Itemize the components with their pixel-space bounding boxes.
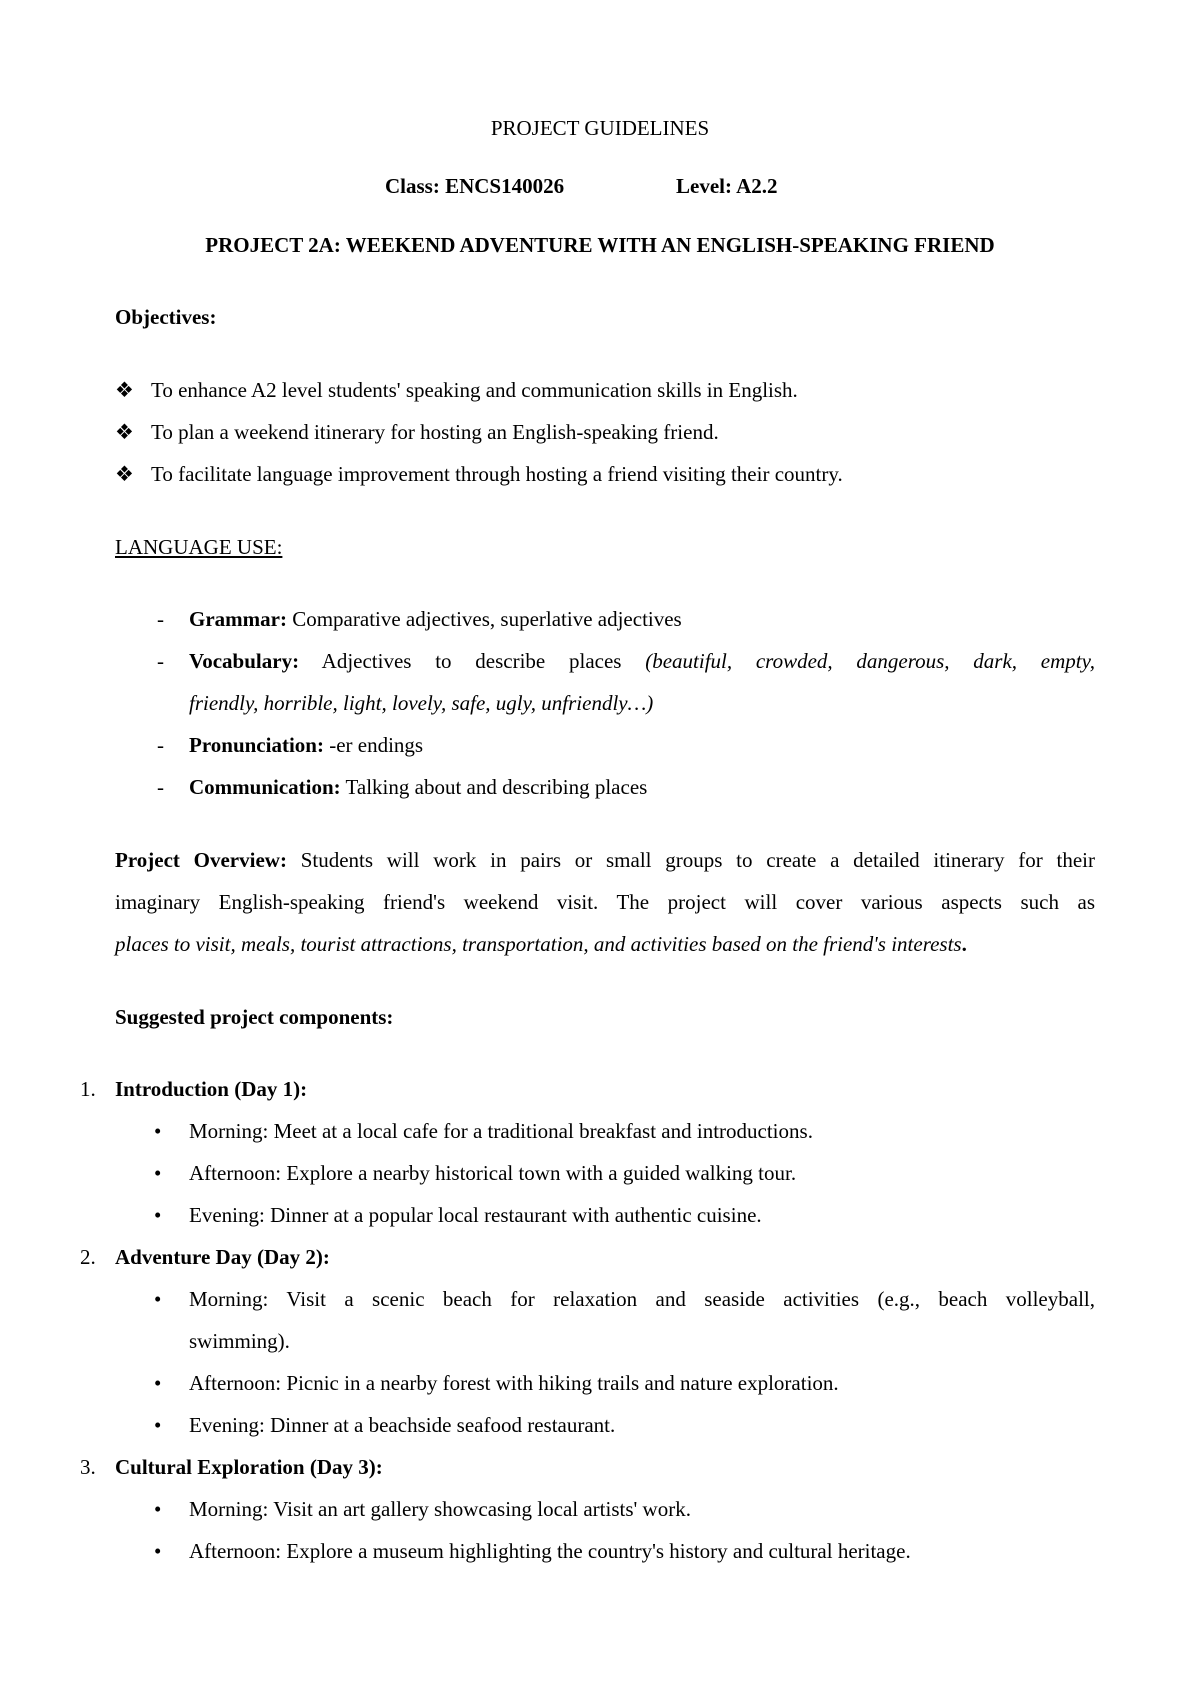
dash-bullet: - <box>157 649 164 673</box>
overview-label: Project Overview: <box>115 848 287 872</box>
activity-item-continued: swimming). <box>189 1329 290 1353</box>
activity-item: Evening: Dinner at a popular local restaurant with authentic cuisine. <box>189 1203 762 1227</box>
components-heading: Suggested project components: <box>115 1005 394 1029</box>
overview-line-2: imaginary English-speaking friend's weekend visit. The project will cover various aspects such as <box>115 890 1095 914</box>
objectives-heading: Objectives: <box>115 305 217 329</box>
overview-aspects: places to visit, meals, tourist attractions, transportation, and activities based on the friend's interests <box>115 932 962 956</box>
dash-bullet: - <box>157 607 164 631</box>
day-number: 3. <box>80 1455 96 1479</box>
activity-item: Afternoon: Explore a nearby historical town with a guided walking tour. <box>189 1161 797 1185</box>
level-label: Level: A2.2 <box>676 174 778 198</box>
project-title: PROJECT 2A: WEEKEND ADVENTURE WITH AN ENGLISH-SPEAKING FRIEND <box>205 233 995 257</box>
vocabulary-label: Vocabulary: <box>189 649 300 673</box>
dash-bullet: - <box>157 775 164 799</box>
grammar-label: Grammar: <box>189 607 287 631</box>
objective-bullet-icon: ❖ <box>115 420 134 444</box>
day-number: 2. <box>80 1245 96 1269</box>
vocabulary-item <box>189 651 1095 672</box>
overview-line-1 <box>115 850 1095 871</box>
activity-item: Evening: Dinner at a beachside seafood restaurant. <box>189 1413 616 1437</box>
grammar-item <box>189 609 682 630</box>
objective-bullet-icon: ❖ <box>115 378 134 402</box>
objective-item: To facilitate language improvement through hosting a friend visiting their country. <box>151 462 843 486</box>
activity-item: Morning: Visit a scenic beach for relaxation and seaside activities (e.g., beach volleyball, <box>189 1287 1095 1311</box>
bullet-icon: • <box>154 1203 162 1227</box>
grammar-text: Comparative adjectives, superlative adjectives <box>286 607 682 631</box>
objective-bullet-icon: ❖ <box>115 462 134 486</box>
day-title: Cultural Exploration (Day 3): <box>115 1455 383 1479</box>
bullet-icon: • <box>154 1119 162 1143</box>
class-label: Class: ENCS140026 <box>385 174 565 198</box>
day-number: 1. <box>80 1077 96 1101</box>
activity-item: Afternoon: Explore a museum highlighting the country's history and cultural heritage. <box>189 1539 911 1563</box>
pronunciation-item <box>189 735 423 756</box>
bullet-icon: • <box>154 1161 162 1185</box>
language-use-heading: LANGUAGE USE: <box>115 535 283 559</box>
vocabulary-examples: (beautiful, crowded, dangerous, dark, empty, <box>645 649 1095 673</box>
bullet-icon: • <box>154 1371 162 1395</box>
dash-bullet: - <box>157 733 164 757</box>
bullet-icon: • <box>154 1497 162 1521</box>
bullet-icon: • <box>154 1539 162 1563</box>
vocabulary-text: Adjectives to describe places <box>299 649 646 673</box>
bullet-icon: • <box>154 1413 162 1437</box>
vocabulary-examples-continued: friendly, horrible, light, lovely, safe, ugly, unfriendly…) <box>189 691 654 715</box>
overview-period: . <box>961 932 967 956</box>
communication-item <box>189 777 647 798</box>
page-title: PROJECT GUIDELINES <box>490 116 710 140</box>
bullet-icon: • <box>154 1287 162 1311</box>
overview-line-3 <box>115 934 967 955</box>
objective-item: To plan a weekend itinerary for hosting an English-speaking friend. <box>151 420 719 444</box>
communication-label: Communication: <box>189 775 341 799</box>
activity-item: Morning: Visit an art gallery showcasing local artists' work. <box>189 1497 691 1521</box>
pronunciation-label: Pronunciation: <box>189 733 324 757</box>
objective-item: To enhance A2 level students' speaking and communication skills in English. <box>151 378 798 402</box>
day-title: Introduction (Day 1): <box>115 1077 308 1101</box>
day-title: Adventure Day (Day 2): <box>115 1245 330 1269</box>
pronunciation-text: -er endings <box>323 733 424 757</box>
activity-item: Morning: Meet at a local cafe for a traditional breakfast and introductions. <box>189 1119 813 1143</box>
activity-item: Afternoon: Picnic in a nearby forest with hiking trails and nature exploration. <box>189 1371 839 1395</box>
communication-text: Talking about and describing places <box>340 775 648 799</box>
overview-text: Students will work in pairs or small groups to create a detailed itinerary for their <box>286 848 1095 872</box>
